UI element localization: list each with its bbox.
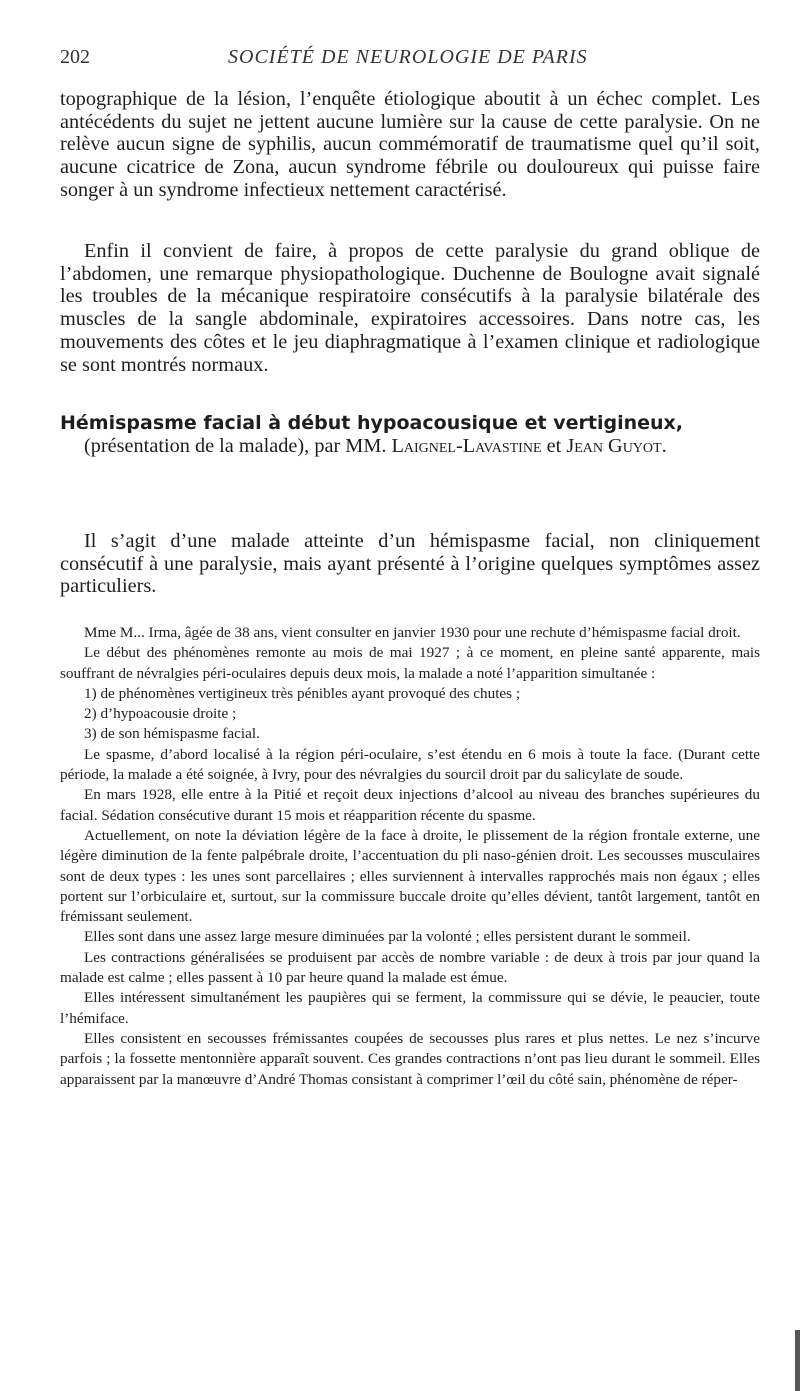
case-report xyxy=(60,623,760,1090)
intro-text-2: Enfin il convient de faire, à propos de cette paralysie du grand oblique de l’abdomen, une remarque physiopathologique. Duchenne de Boulogne avait signalé les troubles de la mécanique respiratoire consécutifs à la paralysie bilatérale des muscles de la sangle abdominale, expiratoires accessoires. Dans notre cas, les mouvements des côtes et le jeu diaphragmatique à l’examen clinique et radiologique se sont montrés normaux. xyxy=(60,240,760,376)
case-paragraph-4: En mars 1928, elle entre à la Pitié et reçoit deux injections d’alcool au niveau des branches supérieures du facial. Sédation consécutive durant 15 mois et réapparition récente du spasme. xyxy=(60,786,760,824)
intro-paragraph-2 xyxy=(60,240,760,376)
author-conjunction: et xyxy=(546,434,562,457)
article-lead xyxy=(60,530,760,598)
case-paragraph-9: Elles consistent en secousses frémissantes coupées de secousses plus rares et plus nettes. Le nez s’incurve parfois ; la fossette mentonnière apparaît souvent. Ces grandes contractions n’ont pas lieu durant le sommeil. Elles apparaissent par la manœuvre d’André Thomas consistant à comprimer l’œil du côté sain, phénomène de réper- xyxy=(60,1029,760,1088)
case-list-item-3: 3) de son hémispasme facial. xyxy=(84,725,260,743)
article-byline xyxy=(60,435,667,457)
page-number: 202 xyxy=(60,46,90,68)
article-title: Hémispasme facial à début hypoacousique et vertigineux, xyxy=(60,412,684,434)
presentation-note: (présentation de la malade), par MM. xyxy=(84,434,387,457)
case-paragraph-1: Mme M... Irma, âgée de 38 ans, vient consulter en janvier 1930 pour une rechute d’hémispasme facial droit. xyxy=(84,624,741,641)
article-lead-text: Il s’agit d’une malade atteinte d’un hémispasme facial, non cliniquement consécutif à une paralysie, mais ayant présenté à l’origine quelques symptômes assez particuliers. xyxy=(60,530,760,598)
page-edge-mark xyxy=(795,1330,800,1391)
case-paragraph-5: Actuellement, on note la déviation légère de la face à droite, le plissement de la région frontale externe, une légère diminution de la fente palpébrale droite, l’accentuation du pli naso-génien droit. Les secousses musculaires sont de deux types : les unes sont parcellaires ; elles surviennent à intervalles rapprochés mais non égaux ; elles portent sur l’orbiculaire et, surtout, sur la commissure buccale droite qu’elles dévient, tantôt largement, tantôt en frémissant seulement. xyxy=(60,826,760,926)
author-2: Jean Guyot xyxy=(566,434,662,457)
case-paragraph-3: Le spasme, d’abord localisé à la région péri-oculaire, s’est étendu en 6 mois à toute la face. (Durant cette période, la malade a été soignée, à Ivry, pour des névralgies du sourcil droit par du salicylate de soude. xyxy=(60,745,760,784)
intro-text-1: topographique de la lésion, l’enquête étiologique aboutit à un échec complet. Les antécédents du sujet ne jettent aucune lumière sur la cause de cette paralysie. On ne relève aucun signe de syphilis, aucun commémoratif de traumatisme quel qu’il soit, aucune cicatrice de Zona, aucun syndrome fébrile ou douloureux qui puisse faire songer à un syndrome infectieux nettement caractérisé. xyxy=(60,88,760,201)
byline-end: . xyxy=(661,434,667,457)
case-paragraph-7: Les contractions généralisées se produisent par accès de nombre variable : de deux à trois par jour quand la malade est calme ; elles passent à 10 par heure quand la malade est émue. xyxy=(60,948,760,987)
case-paragraph-6: Elles sont dans une assez large mesure diminuées par la volonté ; elles persistent durant le sommeil. xyxy=(84,928,691,946)
author-1: Laignel-Lavastine xyxy=(391,434,542,457)
case-paragraph-2: Le début des phénomènes remonte au mois de mai 1927 ; à ce moment, en pleine santé apparente, mais souffrant de névralgies péri-oculaires depuis deux mois, la malade a noté l’apparition simultanée : xyxy=(60,644,760,682)
running-title: SOCIÉTÉ DE NEUROLOGIE DE PARIS xyxy=(228,46,588,68)
case-list-item-1: 1) de phénomènes vertigineux très pénibles ayant provoqué des chutes ; xyxy=(84,684,521,702)
article-heading xyxy=(60,412,760,457)
intro-paragraph-1 xyxy=(60,88,760,202)
case-list-item-2: 2) d’hypoacousie droite ; xyxy=(84,705,237,723)
page-header xyxy=(60,46,760,76)
case-paragraph-8: Elles intéressent simultanément les paupières qui se ferment, la commissure qui se dévie, le peaucier, toute l’hémiface. xyxy=(60,989,760,1027)
